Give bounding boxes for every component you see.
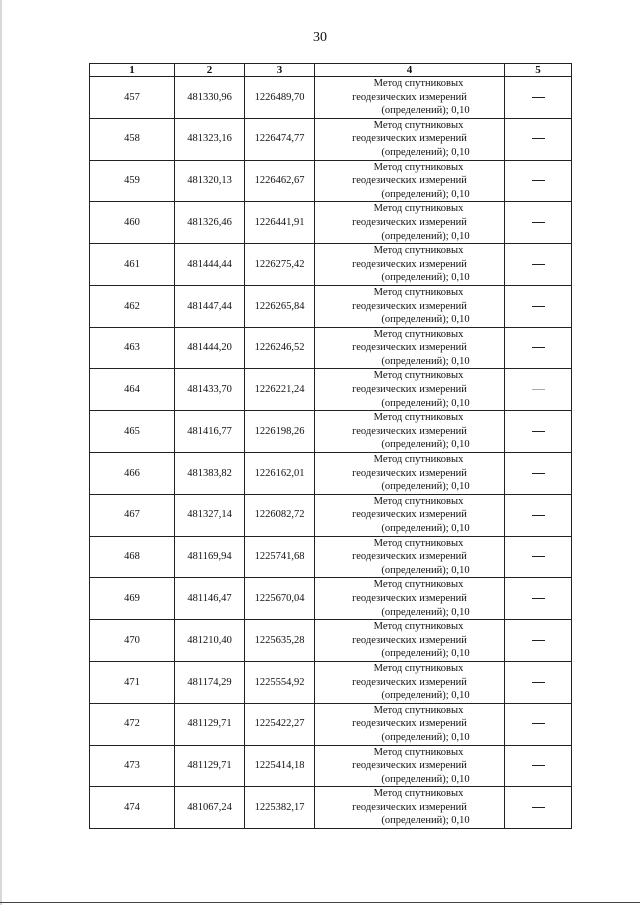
- method-line: Метод спутниковых: [373, 621, 464, 633]
- method-line: геодезических измерений: [352, 676, 467, 688]
- dash-mark: [532, 222, 545, 223]
- method-cell: [315, 578, 505, 620]
- accuracy-cell: [505, 77, 572, 119]
- coordinate-y-cell: 1225554,92: [245, 661, 315, 703]
- method-line: Метод спутниковых: [373, 788, 464, 800]
- method-line: геодезических измерений: [352, 551, 467, 563]
- method-line: Метод спутниковых: [373, 370, 464, 382]
- method-line: Метод спутниковых: [373, 662, 464, 674]
- accuracy-cell: [505, 703, 572, 745]
- method-line: геодезических измерений: [352, 384, 467, 396]
- method-line: (определений); 0,10: [381, 815, 470, 827]
- coordinate-x-cell: 481169,94: [175, 536, 245, 578]
- table-row: [90, 703, 572, 745]
- header-col-3: 3: [245, 64, 315, 77]
- table-row: [90, 620, 572, 662]
- method-cell: [315, 244, 505, 286]
- accuracy-cell: [505, 453, 572, 495]
- coordinate-y-cell: 1226198,26: [245, 411, 315, 453]
- accuracy-cell: [505, 202, 572, 244]
- coordinate-x-cell: 481320,13: [175, 160, 245, 202]
- point-number-cell: 458: [90, 118, 175, 160]
- dash-mark: [532, 264, 545, 265]
- coordinate-x-cell: 481444,44: [175, 244, 245, 286]
- table-row: [90, 160, 572, 202]
- table-body: [90, 77, 572, 829]
- dash-mark: [532, 515, 545, 516]
- method-line: Метод спутниковых: [373, 119, 464, 131]
- coordinate-x-cell: 481146,47: [175, 578, 245, 620]
- method-line: геодезических измерений: [352, 133, 467, 145]
- method-line: геодезических измерений: [352, 801, 467, 813]
- point-number-cell: 460: [90, 202, 175, 244]
- dash-mark: [532, 473, 545, 474]
- point-number-cell: 466: [90, 453, 175, 495]
- method-cell: [315, 327, 505, 369]
- accuracy-cell: [505, 536, 572, 578]
- dash-mark: [532, 765, 545, 766]
- method-line: Метод спутниковых: [373, 537, 464, 549]
- dash-mark: [532, 598, 545, 599]
- method-cell: [315, 77, 505, 119]
- point-number-cell: 471: [90, 661, 175, 703]
- method-line: (определений); 0,10: [381, 105, 470, 117]
- method-line: Метод спутниковых: [373, 412, 464, 424]
- method-line: геодезических измерений: [352, 425, 467, 437]
- table-row: [90, 77, 572, 119]
- dash-mark: [532, 723, 545, 724]
- method-cell: [315, 787, 505, 829]
- method-line: (определений); 0,10: [381, 523, 470, 534]
- dash-mark: [532, 97, 545, 98]
- table-row: [90, 578, 572, 620]
- dash-mark: [532, 138, 545, 139]
- accuracy-cell: [505, 620, 572, 662]
- header-col-2: 2: [175, 64, 245, 77]
- dash-mark: [532, 807, 545, 808]
- accuracy-cell: [505, 327, 572, 369]
- method-cell: [315, 703, 505, 745]
- coordinate-x-cell: 481129,71: [175, 745, 245, 787]
- method-line: геодезических измерений: [352, 216, 467, 228]
- method-line: (определений); 0,10: [381, 314, 470, 326]
- point-number-cell: 463: [90, 327, 175, 369]
- scan-left-edge: [0, 0, 2, 905]
- table-row: [90, 285, 572, 327]
- dash-mark: [532, 556, 545, 557]
- table-header-row: [90, 64, 572, 77]
- point-number-cell: 472: [90, 703, 175, 745]
- point-number-cell: 469: [90, 578, 175, 620]
- point-number-cell: 468: [90, 536, 175, 578]
- coordinate-y-cell: 1225670,04: [245, 578, 315, 620]
- method-line: геодезических измерений: [352, 258, 467, 270]
- accuracy-cell: [505, 661, 572, 703]
- coordinate-x-cell: 481210,40: [175, 620, 245, 662]
- method-cell: [315, 285, 505, 327]
- method-line: Метод спутниковых: [373, 495, 464, 507]
- coordinate-y-cell: 1226221,24: [245, 369, 315, 411]
- accuracy-cell: [505, 745, 572, 787]
- coordinate-x-cell: 481447,44: [175, 285, 245, 327]
- table-row: [90, 536, 572, 578]
- method-line: (определений); 0,10: [381, 188, 470, 200]
- method-cell: [315, 453, 505, 495]
- coordinate-y-cell: 1226462,67: [245, 160, 315, 202]
- method-line: (определений); 0,10: [381, 648, 470, 660]
- method-cell: [315, 661, 505, 703]
- point-number-cell: 465: [90, 411, 175, 453]
- coordinate-y-cell: 1226246,52: [245, 327, 315, 369]
- method-line: (определений); 0,10: [381, 439, 470, 451]
- table-row: [90, 411, 572, 453]
- method-line: (определений); 0,10: [381, 606, 470, 618]
- method-line: Метод спутниковых: [373, 579, 464, 591]
- method-line: Метод спутниковых: [373, 203, 464, 215]
- coordinate-x-cell: 481067,24: [175, 787, 245, 829]
- point-number-cell: 462: [90, 285, 175, 327]
- method-line: (определений); 0,10: [381, 230, 470, 242]
- method-cell: [315, 202, 505, 244]
- point-number-cell: 467: [90, 494, 175, 536]
- method-cell: [315, 160, 505, 202]
- coordinate-y-cell: 1225635,28: [245, 620, 315, 662]
- method-line: Метод спутниковых: [373, 746, 464, 758]
- dash-mark: [532, 306, 545, 307]
- coordinate-y-cell: 1226265,84: [245, 285, 315, 327]
- coordinate-x-cell: 481327,14: [175, 494, 245, 536]
- coordinate-y-cell: 1226082,72: [245, 494, 315, 536]
- accuracy-cell: [505, 244, 572, 286]
- method-line: геодезических измерений: [352, 718, 467, 730]
- coordinate-y-cell: 1226441,91: [245, 202, 315, 244]
- accuracy-cell: [505, 411, 572, 453]
- coordinates-table-container: [89, 63, 571, 829]
- method-cell: [315, 494, 505, 536]
- coordinate-x-cell: 481444,20: [175, 327, 245, 369]
- point-number-cell: 461: [90, 244, 175, 286]
- method-cell: [315, 620, 505, 662]
- table-row: [90, 327, 572, 369]
- method-line: Метод спутниковых: [373, 161, 464, 173]
- method-line: (определений); 0,10: [381, 272, 470, 284]
- table-row: [90, 661, 572, 703]
- method-line: Метод спутниковых: [373, 454, 464, 466]
- accuracy-cell: [505, 285, 572, 327]
- accuracy-cell: [505, 494, 572, 536]
- point-number-cell: 474: [90, 787, 175, 829]
- method-line: (определений); 0,10: [381, 355, 470, 367]
- method-line: геодезических измерений: [352, 342, 467, 354]
- table-row: [90, 369, 572, 411]
- method-line: геодезических измерений: [352, 634, 467, 646]
- method-line: (определений); 0,10: [381, 690, 470, 702]
- coordinate-x-cell: 481383,82: [175, 453, 245, 495]
- method-line: геодезических измерений: [352, 91, 467, 103]
- coordinate-x-cell: 481326,46: [175, 202, 245, 244]
- point-number-cell: 470: [90, 620, 175, 662]
- coordinates-table: [89, 63, 572, 829]
- accuracy-cell: [505, 118, 572, 160]
- coordinate-y-cell: 1225414,18: [245, 745, 315, 787]
- header-col-1: 1: [90, 64, 175, 77]
- accuracy-cell: [505, 369, 572, 411]
- coordinate-y-cell: 1226474,77: [245, 118, 315, 160]
- coordinate-x-cell: 481323,16: [175, 118, 245, 160]
- header-col-4: 4: [315, 64, 505, 77]
- point-number-cell: 473: [90, 745, 175, 787]
- coordinate-y-cell: 1226162,01: [245, 453, 315, 495]
- accuracy-cell: [505, 160, 572, 202]
- method-line: Метод спутниковых: [373, 245, 464, 257]
- coordinate-x-cell: 481174,29: [175, 661, 245, 703]
- accuracy-cell: [505, 787, 572, 829]
- table-row: [90, 244, 572, 286]
- table-row: [90, 787, 572, 829]
- coordinate-y-cell: 1225422,27: [245, 703, 315, 745]
- method-line: геодезических измерений: [352, 300, 467, 312]
- method-line: (определений); 0,10: [381, 731, 470, 743]
- coordinate-y-cell: 1225382,17: [245, 787, 315, 829]
- method-line: геодезических измерений: [352, 467, 467, 479]
- dash-mark: [532, 431, 545, 432]
- method-line: (определений); 0,10: [381, 564, 470, 576]
- method-cell: [315, 411, 505, 453]
- method-cell: [315, 536, 505, 578]
- method-cell: [315, 745, 505, 787]
- dash-mark: [532, 389, 545, 390]
- coordinate-y-cell: 1225741,68: [245, 536, 315, 578]
- dash-mark: [532, 682, 545, 683]
- point-number-cell: 457: [90, 77, 175, 119]
- method-line: Метод спутниковых: [373, 286, 464, 298]
- coordinate-x-cell: 481433,70: [175, 369, 245, 411]
- method-line: (определений); 0,10: [381, 773, 470, 785]
- table-row: [90, 202, 572, 244]
- coordinate-x-cell: 481129,71: [175, 703, 245, 745]
- method-line: геодезических измерений: [352, 509, 467, 521]
- method-line: Метод спутниковых: [373, 328, 464, 340]
- point-number-cell: 459: [90, 160, 175, 202]
- method-line: геодезических измерений: [352, 592, 467, 604]
- method-line: (определений); 0,10: [381, 146, 470, 158]
- coordinate-y-cell: 1226489,70: [245, 77, 315, 119]
- dash-mark: [532, 180, 545, 181]
- method-line: Метод спутниковых: [373, 78, 464, 89]
- method-line: Метод спутниковых: [373, 704, 464, 716]
- coordinate-x-cell: 481330,96: [175, 77, 245, 119]
- table-row: [90, 494, 572, 536]
- method-cell: [315, 118, 505, 160]
- method-line: геодезических измерений: [352, 760, 467, 772]
- dash-mark: [532, 347, 545, 348]
- page-number: 30: [313, 30, 327, 45]
- coordinate-x-cell: 481416,77: [175, 411, 245, 453]
- scan-bottom-edge: [0, 902, 640, 903]
- point-number-cell: 464: [90, 369, 175, 411]
- method-line: (определений); 0,10: [381, 481, 470, 493]
- accuracy-cell: [505, 578, 572, 620]
- dash-mark: [532, 640, 545, 641]
- table-row: [90, 118, 572, 160]
- table-row: [90, 745, 572, 787]
- method-cell: [315, 369, 505, 411]
- table-row: [90, 453, 572, 495]
- method-line: (определений); 0,10: [381, 397, 470, 409]
- header-col-5: 5: [505, 64, 572, 77]
- coordinate-y-cell: 1226275,42: [245, 244, 315, 286]
- method-line: геодезических измерений: [352, 175, 467, 187]
